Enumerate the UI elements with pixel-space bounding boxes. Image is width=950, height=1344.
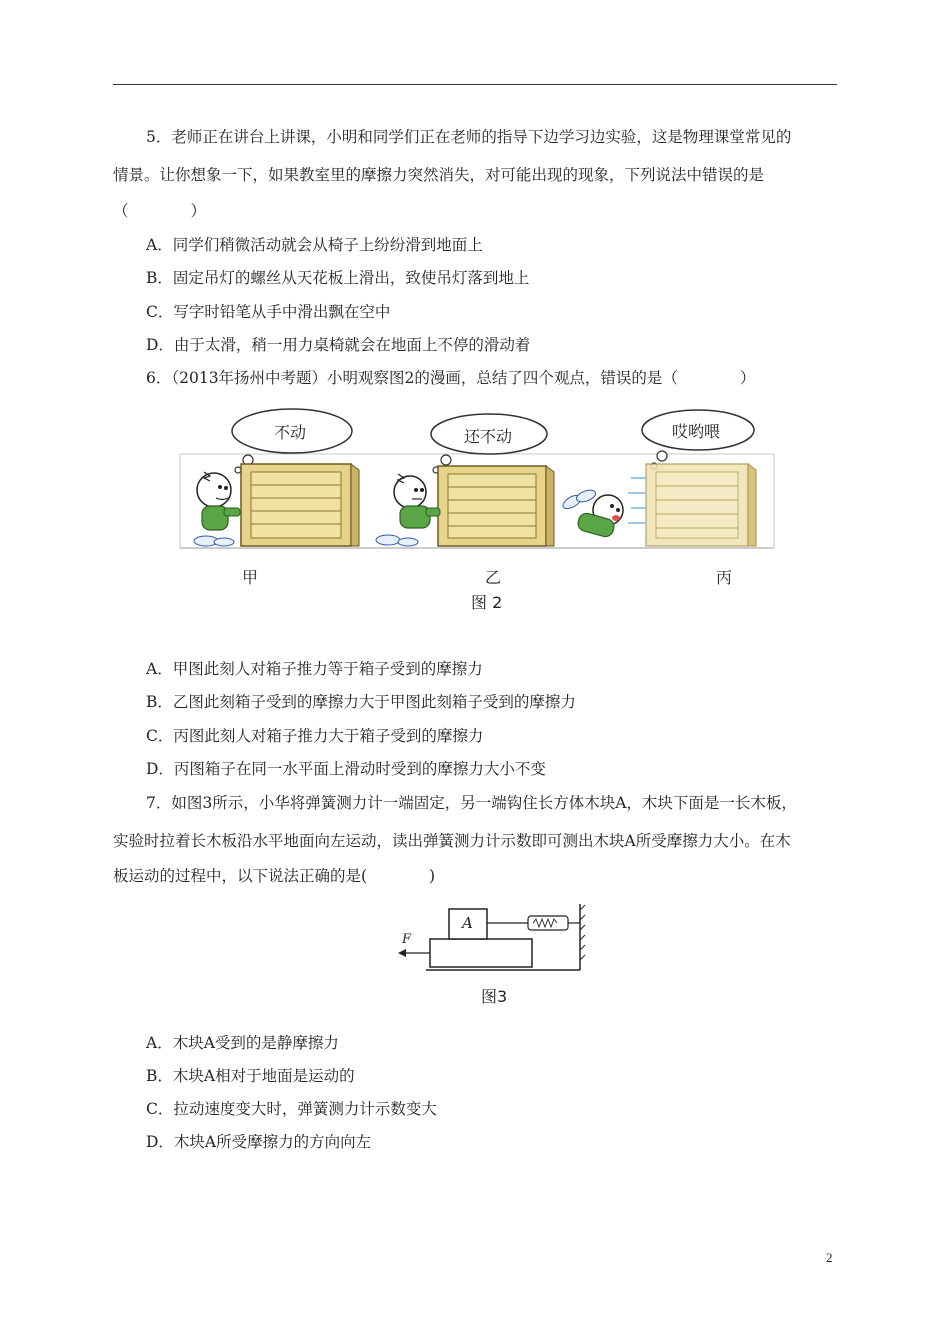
q5-option-c: C．写字时铅笔从手中滑出飘在空中 [146, 303, 391, 321]
figure-3-diagram [396, 902, 586, 974]
q7-option-c: C．拉动速度变大时，弹簧测力计示数变大 [146, 1100, 437, 1118]
header-rule [113, 84, 837, 85]
q5-option-a: A．同学们稍微活动就会从椅子上纷纷滑到地面上 [146, 236, 483, 254]
q6-option-c: C．丙图此刻人对箱子推力大于箱子受到的摩擦力 [146, 727, 484, 745]
bubble-text-haibudong: 还不动 [464, 427, 513, 446]
q7-option-a: A．木块A受到的是静摩擦力 [146, 1034, 339, 1052]
force-f-label: F [402, 932, 412, 947]
bubble-text-budong: 不动 [274, 423, 307, 442]
q7-option-b: B．木块A相对于地面是运动的 [146, 1067, 355, 1085]
figure-3-caption: 图3 [481, 987, 508, 1006]
q5-line2: 情景。让你想象一下，如果教室里的摩擦力突然消失，对可能出现的现象，下列说法中错误的是 [113, 166, 765, 184]
q5-option-b: B．固定吊灯的螺丝从天花板上滑出，致使吊灯落到地上 [146, 269, 530, 287]
bubble-text-aiyowei: 哎哟喂 [672, 422, 721, 441]
page-number: 2 [826, 1250, 833, 1265]
q6-option-d: D．丙图箱子在同一水平面上滑动时受到的摩擦力大小不变 [146, 760, 546, 778]
q6-option-a: A．甲图此刻人对箱子推力等于箱子受到的摩擦力 [146, 660, 483, 678]
q5-line3: （ ） [113, 202, 207, 220]
q6-option-b: B．乙图此刻箱子受到的摩擦力大于甲图此刻箱子受到的摩擦力 [146, 693, 576, 711]
block-a-label: A [462, 914, 473, 932]
q7-line1: 7．如图3所示，小华将弹簧测力计一端固定，另一端钩住长方体木块A，木块下面是一长木板， [146, 794, 797, 812]
panel-label-bing: 丙 [716, 568, 733, 587]
panel-label-yi: 乙 [485, 568, 502, 587]
figure-2-cartoon [176, 398, 776, 558]
q6-line1: 6．（2013年扬州中考题）小明观察图2的漫画，总结了四个观点，错误的是（ ） [146, 369, 756, 387]
panel-bing [561, 410, 756, 546]
q5-line1: 5．老师正在讲台上讲课，小明和同学们正在老师的指导下边学习边实验，这是物理课堂常见的 [146, 128, 792, 146]
friction-setup-diagram [396, 902, 586, 974]
q7-option-d: D．木块A所受摩擦力的方向向左 [146, 1133, 372, 1151]
q7-line3: 板运动的过程中，以下说法正确的是( ) [113, 867, 436, 885]
figure-2-caption: 图 2 [471, 593, 503, 612]
q5-option-d: D．由于太滑，稍一用力桌椅就会在地面上不停的滑动着 [146, 336, 531, 354]
panel-label-jia: 甲 [242, 568, 259, 587]
q7-line2: 实验时拉着长木板沿水平地面向左运动，读出弹簧测力计示数即可测出木块A所受摩擦力大小。在木 [113, 832, 791, 850]
